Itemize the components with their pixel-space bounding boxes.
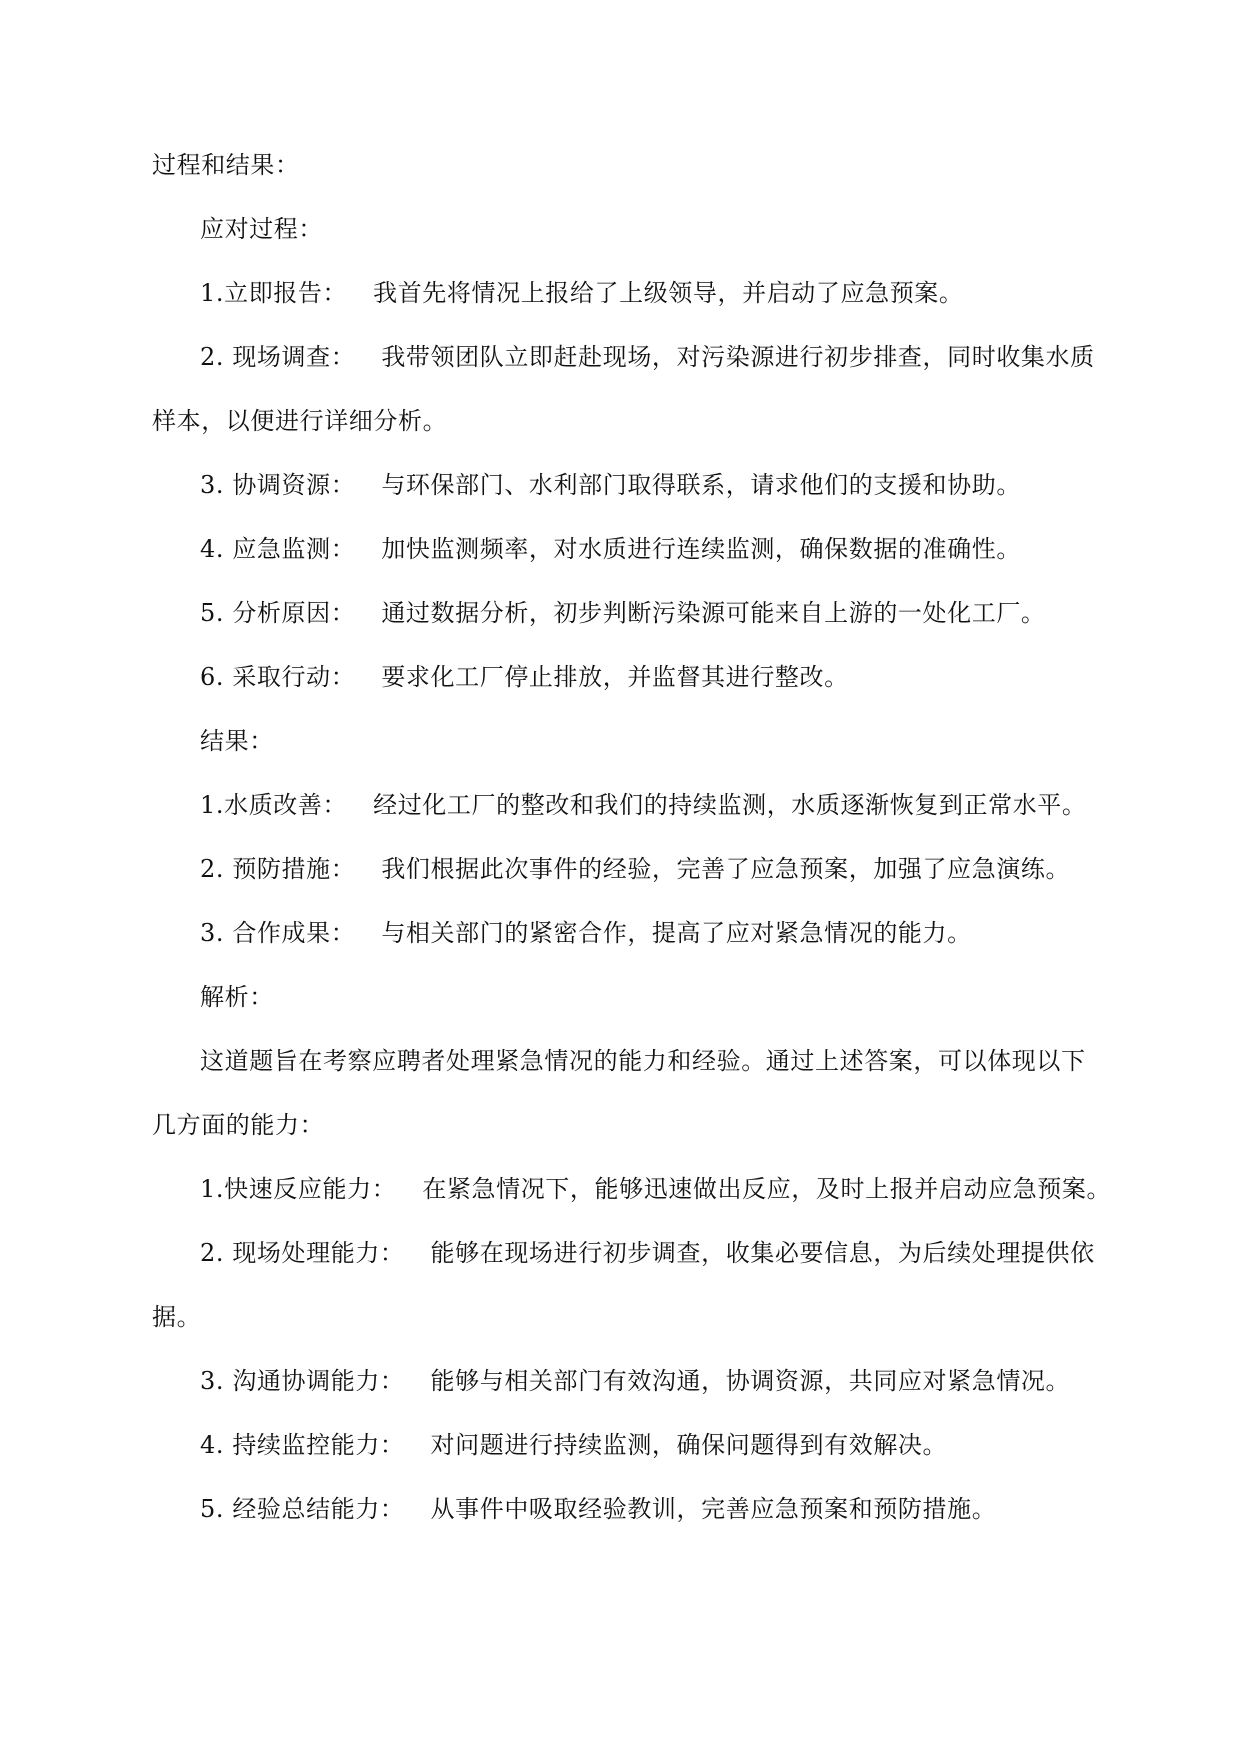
results-item-2 — [0, 853, 1241, 885]
item-title: 3. 合作成果： — [200, 919, 356, 947]
item-text: 与相关部门的紧密合作，提高了应对紧急情况的能力。 — [381, 919, 972, 947]
process-item-4 — [0, 533, 1241, 565]
item-text: 在紧急情况下，能够迅速做出反应，及时上报并启动应急预案。 — [422, 1175, 1112, 1203]
process-item-2 — [0, 341, 1241, 373]
item-title: 5. 经验总结能力： — [200, 1495, 405, 1523]
item-text: 与环保部门、水利部门取得联系，请求他们的支援和协助。 — [381, 471, 1021, 499]
item-text: 经过化工厂的整改和我们的持续监测，水质逐渐恢复到正常水平。 — [373, 791, 1087, 819]
analysis-item-5 — [0, 1493, 1241, 1525]
item-title: 1.立即报告： — [200, 279, 348, 307]
results-item-1 — [0, 789, 1241, 821]
process-item-5 — [0, 597, 1241, 629]
item-text: 通过数据分析，初步判断污染源可能来自上游的一处化工厂。 — [381, 599, 1046, 627]
analysis-item-2 — [0, 1237, 1241, 1269]
analysis-item-3 — [0, 1365, 1241, 1397]
analysis-intro: 这道题旨在考察应聘者处理紧急情况的能力和经验。通过上述答案，可以体现以下 — [200, 1047, 1086, 1075]
item-text: 加快监测频率，对水质进行连续监测，确保数据的准确性。 — [381, 535, 1021, 563]
analysis-item-2-continued: 据。 — [152, 1303, 202, 1331]
item-title: 6. 采取行动： — [200, 663, 356, 691]
item-title: 3. 协调资源： — [200, 471, 356, 499]
item-text: 我们根据此次事件的经验，完善了应急预案，加强了应急演练。 — [381, 855, 1071, 883]
item-title: 1.水质改善： — [200, 791, 348, 819]
item-text: 从事件中吸取经验教训，完善应急预案和预防措施。 — [430, 1495, 997, 1523]
item-text: 对问题进行持续监测，确保问题得到有效解决。 — [430, 1431, 948, 1459]
item-text: 我带领团队立即赶赴现场，对污染源进行初步排查，同时收集水质 — [381, 343, 1095, 371]
item-text: 要求化工厂停止排放，并监督其进行整改。 — [381, 663, 849, 691]
section-heading: 过程和结果： — [152, 151, 300, 179]
process-item-1 — [0, 277, 1241, 309]
analysis-item-1 — [0, 1173, 1241, 1205]
process-label: 应对过程： — [200, 215, 323, 243]
results-item-3 — [0, 917, 1241, 949]
item-title: 2. 预防措施： — [200, 855, 356, 883]
item-title: 4. 持续监控能力： — [200, 1431, 405, 1459]
item-text: 能够与相关部门有效沟通，协调资源，共同应对紧急情况。 — [430, 1367, 1071, 1395]
item-title: 3. 沟通协调能力： — [200, 1367, 405, 1395]
item-text: 能够在现场进行初步调查，收集必要信息，为后续处理提供依 — [430, 1239, 1095, 1267]
analysis-intro-continued: 几方面的能力： — [152, 1111, 325, 1139]
process-item-3 — [0, 469, 1241, 501]
item-title: 4. 应急监测： — [200, 535, 356, 563]
results-label: 结果： — [200, 727, 274, 755]
process-item-6 — [0, 661, 1241, 693]
item-title: 2. 现场调查： — [200, 343, 356, 371]
item-title: 2. 现场处理能力： — [200, 1239, 405, 1267]
item-title: 5. 分析原因： — [200, 599, 356, 627]
item-text: 我首先将情况上报给了上级领导，并启动了应急预案。 — [373, 279, 964, 307]
analysis-item-4 — [0, 1429, 1241, 1461]
process-item-2-continued: 样本，以便进行详细分析。 — [152, 407, 448, 435]
item-title: 1.快速反应能力： — [200, 1175, 397, 1203]
analysis-label: 解析： — [200, 983, 274, 1011]
